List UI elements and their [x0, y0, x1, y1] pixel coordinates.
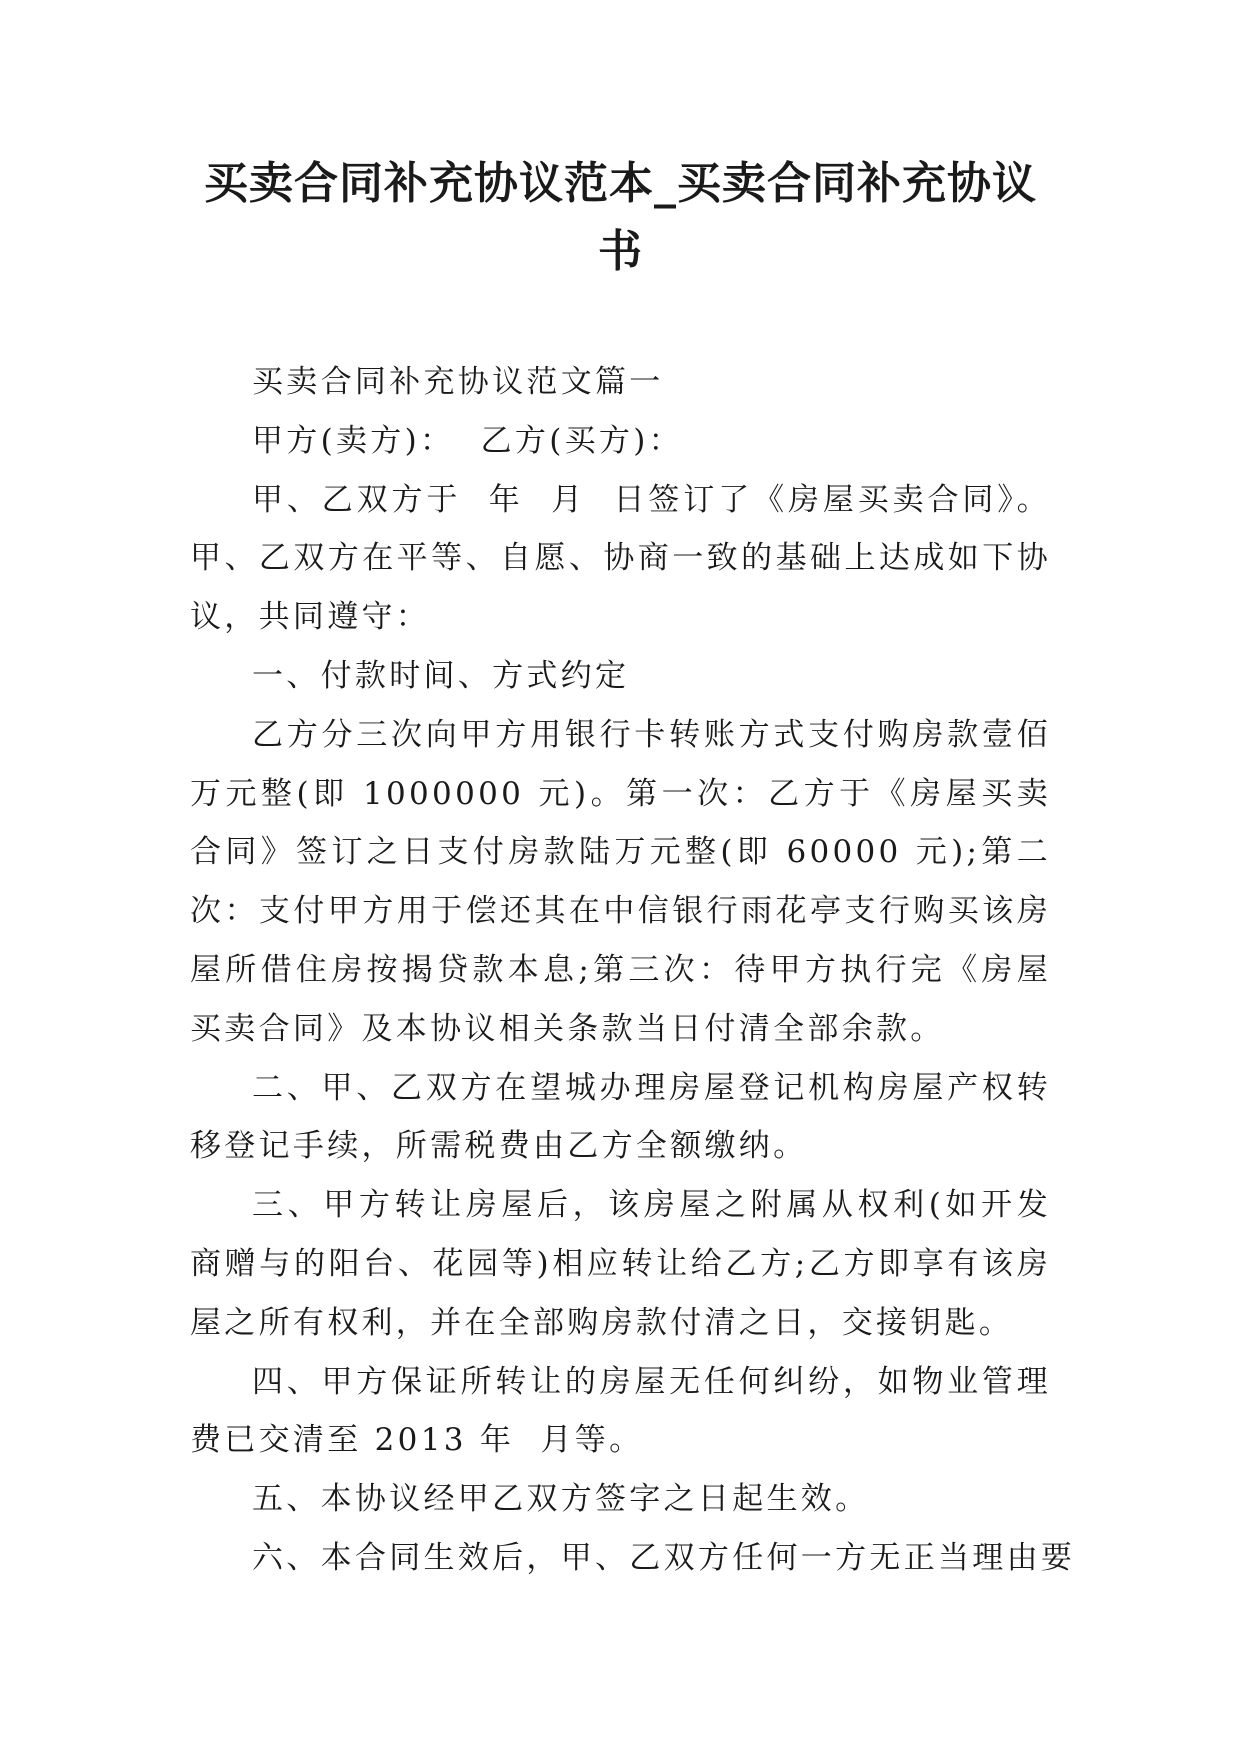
- clause-3-paragraph: 三、甲方转让房屋后，该房屋之附属从权利(如开发商赠与的阳台、花园等)相应转让给乙方;乙方即享有该房屋之所有权利，并在全部购房款付清之日，交接钥匙。: [190, 1187, 1051, 1341]
- document-title: 买卖合同补充协议范本_买卖合同补充协议书: [204, 158, 1037, 277]
- clause-5-paragraph: 五、本协议经甲乙双方签字之日起生效。: [252, 1481, 870, 1518]
- section-heading: 买卖合同补充协议范文篇一: [252, 364, 664, 400]
- payment-paragraph: 乙方分三次向甲方用银行卡转账方式支付购房款壹佰万元整(即 1000000 元)。第一次：乙方于《房屋买卖合同》签订之日支付房款陆万元整(即 60000 元);第二次：支付甲方用于偿还其在中信银行雨花亭支行购买该房屋所借住房按揭贷款本息;第三次：待甲方执行完《房屋买卖合同》及本协议相关条款当日付清全部余款。: [190, 716, 1051, 1047]
- document-body: [190, 353, 1076, 1588]
- clause-heading-payment: 一、付款时间、方式约定: [252, 657, 630, 694]
- parties-line: 甲方(卖方)： 乙方(买方)：: [252, 422, 683, 459]
- clause-6-paragraph: 六、本合同生效后，甲、乙双方任何一方无正当理由要: [252, 1539, 1076, 1576]
- intro-paragraph: 甲、乙双方于 年 月 日签订了《房屋买卖合同》。甲、乙双方在平等、自愿、协商一致的基础上达成如下协议，共同遵守：: [190, 481, 1051, 636]
- clause-4-paragraph: 四、甲方保证所转让的房屋无任何纠纷，如物业管理费已交清至 2013 年 月等。: [190, 1363, 1051, 1459]
- clause-2-paragraph: 二、甲、乙双方在望城办理房屋登记机构房屋产权转移登记手续，所需税费由乙方全额缴纳。: [190, 1069, 1051, 1165]
